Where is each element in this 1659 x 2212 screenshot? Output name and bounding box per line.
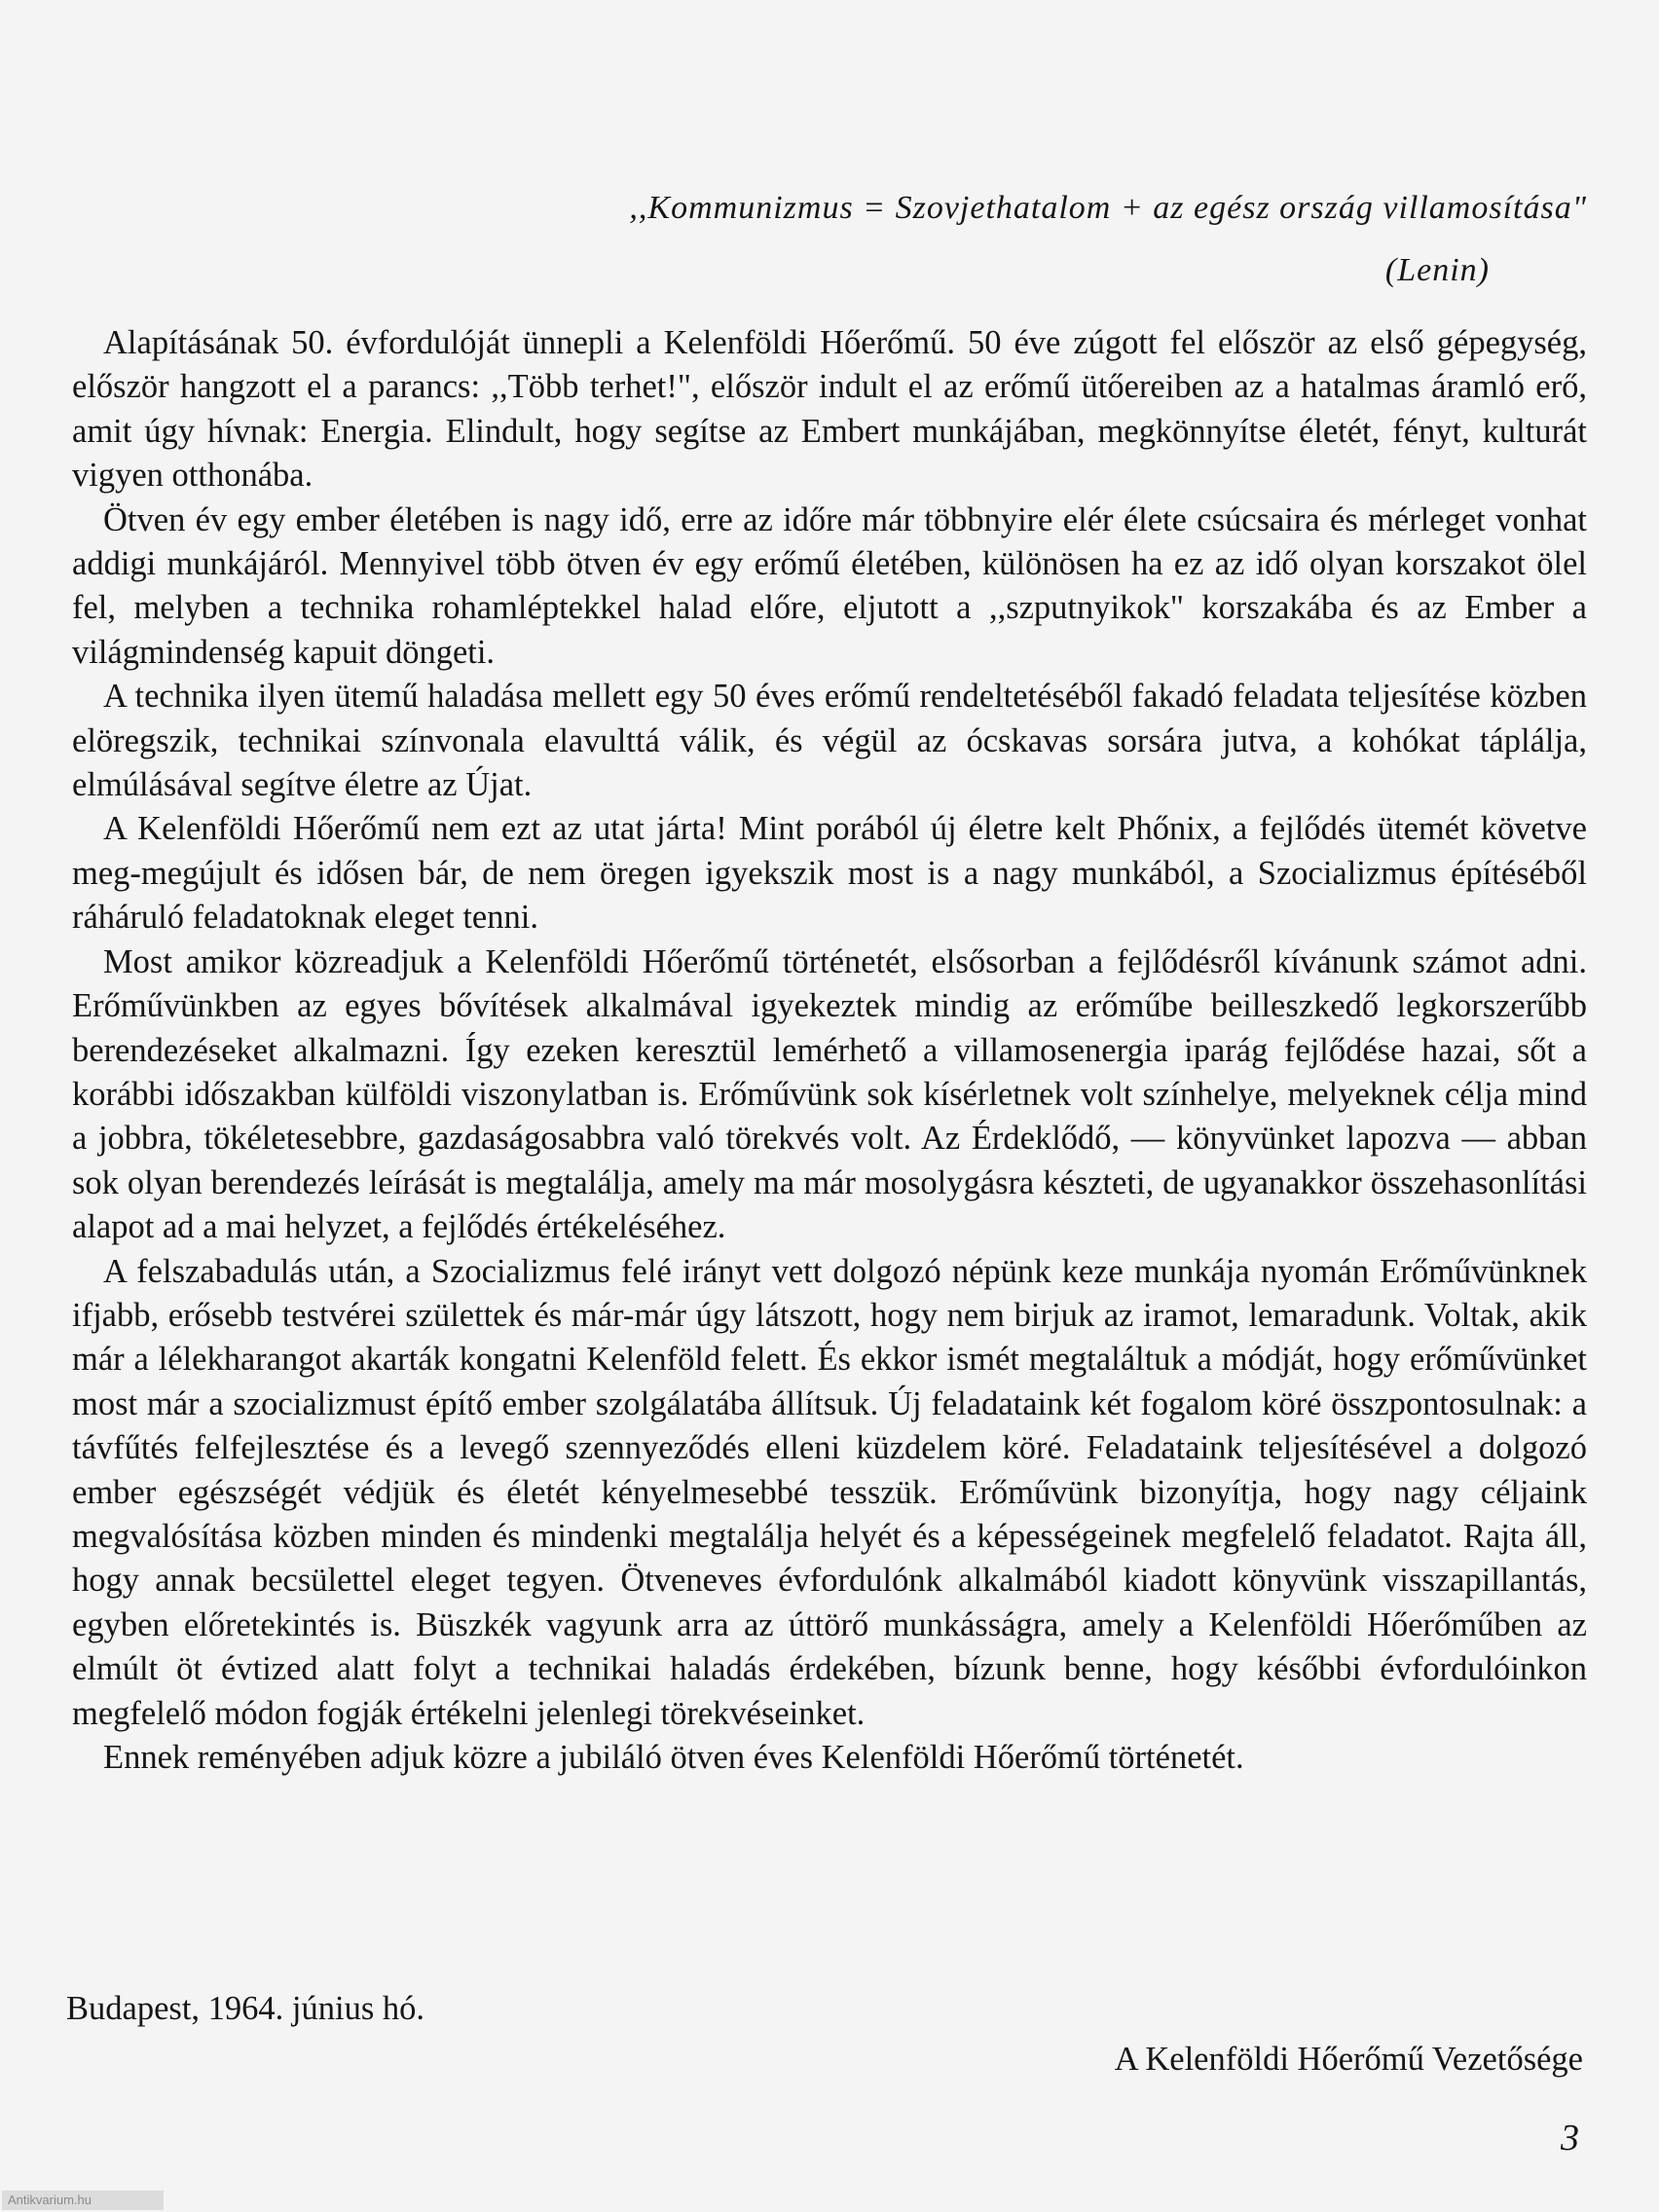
epigraph-author: (Lenin): [1384, 252, 1490, 288]
paragraph: Alapításának 50. évfordulóját ünnepli a Kelenföldi Hőerőmű. 50 éve zúgott fel először az első gépegység, először hangzott el a parancs: ,,Több terhet!", először indult el az erőmű ütőereiben az a hatalmas áramló erő, amit úgy hívnak: Energia. Elindult, hogy segítse az Embert munkájában, megkönnyítse életét, fényt, kulturát vigyen otthonába.: [72, 324, 1587, 495]
signature: A Kelenföldi Hőerőmű Vezetősége: [1114, 2041, 1583, 2078]
place-date: Budapest, 1964. június hó.: [66, 1990, 424, 2027]
paragraph: A technika ilyen ütemű haladása mellett egy 50 éves erőmű rendeltetéséből fakadó feladata teljesítése közben elöregszik, technikai színvonala elavulttá válik, és végül az ócskavas sorsára jutva, a kohókat táplálja, elmúlásával segítve életre az Újat.: [72, 678, 1587, 804]
paragraph: A Kelenföldi Hőerőmű nem ezt az utat járta! Mint porából új életre kelt Phőnix, a fejlődés ütemét követve meg-megújult és idősen bár, de nem öregen igyekszik most is a nagy munkából, a Szocializmus építéséből ráháruló feladatoknak eleget tenni.: [72, 810, 1587, 937]
page-number: 3: [1561, 2118, 1579, 2158]
paragraph: Ötven év egy ember életében is nagy idő, erre az időre már többnyire elér élete csúcsaira és mérleget vonhat addigi munkájáról. Mennyivel több ötven év egy erőmű életében, különösen ha ez az idő olyan korszakot ölel fel, melyben a technika rohamléptekkel halad előre, eljutott a ,,szputnyikok" korszakába és az Ember a világmindenség kapuit döngeti.: [72, 500, 1587, 671]
paragraph: A felszabadulás után, a Szocializmus felé irányt vett dolgozó népünk keze munkája nyomán Erőművünknek ifjabb, erősebb testvérei születtek és már-már úgy látszott, hogy nem birjuk az iramot, lemaradunk. Voltak, akik már a lélekharangot akarták kongatni Kelenföld felett. És ekkor ismét megtaláltuk a módját, hogy erőművünket most már a szocializmust építő ember szolgálatába állítsuk. Új feladataink két fogalom köré összpontosulnak: a távfűtés felfejlesztése és a levegő szennyeződés elleni küzdelem köré. Feladataink teljesítésével a dolgozó ember egészségét védjük és életét kényelmesebbé tesszük. Erőművünk bizonyítja, hogy nagy céljaink megvalósítása közben minden és mindenki megtalálja helyét és a képességeinek megfelelő feladatot. Rajta áll, hogy annak becsülettel eleget tegyen. Ötveneves évfordulónk alkalmából kiadott könyvünk visszapillantás, egyben előretekintés is. Büszkék vagyunk arra az úttörő munkásságra, amely a Kelenföldi Hőerőműben az elmúlt öt évtized alatt folyt a technikai haladás érdekében, bízunk benne, hogy későbbi évfordulóinkon megfelelő módon fogják értékelni jelenlegi törekvéseinket.: [72, 1252, 1587, 1732]
paragraph: Ennek reményében adjuk közre a jubiláló ötven éves Kelenföldi Hőerőmű történetét.: [103, 1739, 1244, 1776]
epigraph: [389, 177, 1587, 302]
epigraph-quote: ,,Kommunizmus = Szovjethatalom + az egész ország villamosítása": [629, 190, 1587, 226]
body-text: [72, 321, 1587, 1780]
watermark: Antikvarium.hu: [2, 2191, 164, 2210]
paragraph: Most amikor közreadjuk a Kelenföldi Hőerőmű történetét, elsősorban a fejlődésről kívánunk számot adni. Erőművünkben az egyes bővítések alkalmával igyekeztek mindig az erőműbe beilleszkedő legkorszerűbb berendezéseket alkalmazni. Így ezeken keresztül lemérhető a villamosenergia iparág fejlődése hazai, sőt a korábbi időszakban külföldi viszonylatban is. Erőművünk sok kísérletnek volt színhelye, melyeknek célja mind a jobbra, tökéletesebbre, gazdaságosabbra való törekvés volt. Az Érdeklődő, — könyvünket lapozva — abban sok olyan berendezés leírását is megtalálja, amely ma már mosolygásra készteti, de ugyanakkor összehasonlítási alapot ad a mai helyzet, a fejlődés értékeléséhez.: [72, 942, 1587, 1246]
